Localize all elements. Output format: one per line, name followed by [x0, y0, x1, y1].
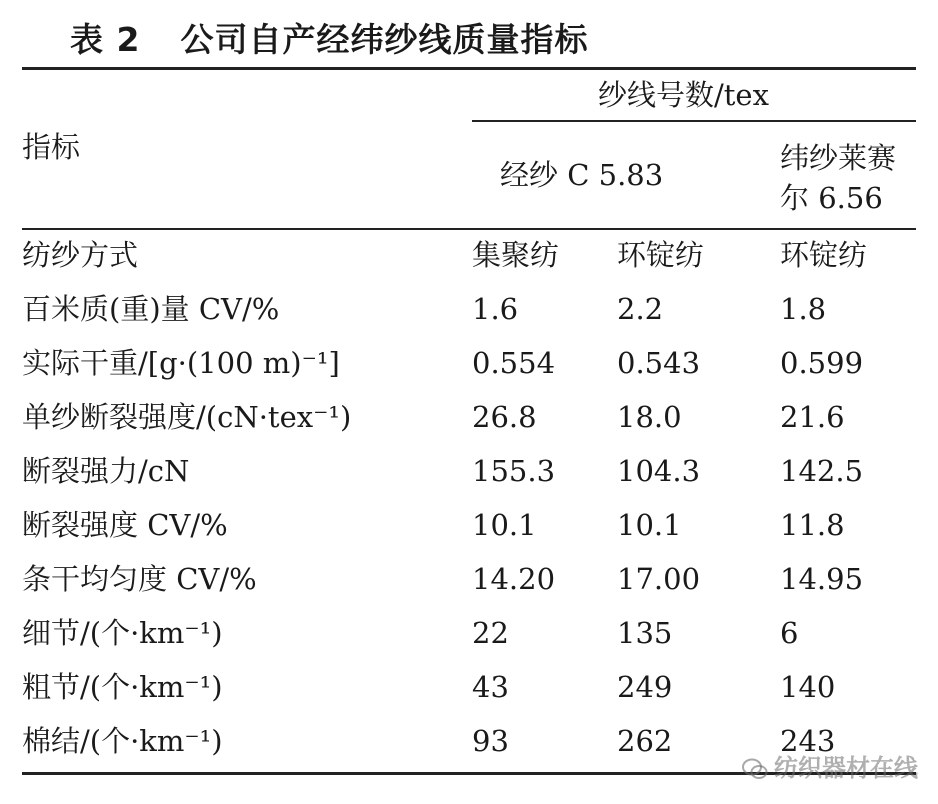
header-warp: 经纱 C 5.83 [500, 158, 664, 192]
cell-warp-ring: 249 [617, 670, 673, 704]
cell-warp-ring: 18.0 [617, 400, 682, 434]
cell-warp-compact: 26.8 [472, 400, 537, 434]
watermark-text: 纺织器材在线 [774, 754, 918, 782]
header-weft-line2: 尔 6.56 [780, 181, 883, 215]
cell-warp-compact: 14.20 [472, 562, 556, 596]
row-label: 棉结/(个·km⁻¹) [22, 724, 223, 758]
row-label: 条干均匀度 CV/% [22, 562, 257, 596]
table-caption [70, 14, 588, 61]
row-label: 纺纱方式 [22, 238, 139, 272]
row-label: 单纱断裂强度/(cN·tex⁻¹) [22, 400, 352, 434]
cell-warp-compact: 22 [472, 616, 509, 650]
cell-weft-ring: 环锭纺 [780, 238, 868, 272]
cell-weft-ring: 142.5 [780, 454, 864, 488]
row-label: 实际干重/[g·(100 m)⁻¹] [22, 346, 340, 380]
cell-weft-ring: 6 [780, 616, 799, 650]
cell-warp-compact: 10.1 [472, 508, 537, 542]
row-label: 细节/(个·km⁻¹) [22, 616, 223, 650]
cell-weft-ring: 11.8 [780, 508, 845, 542]
cell-weft-ring: 0.599 [780, 346, 864, 380]
header-weft [780, 138, 896, 218]
cell-warp-compact: 0.554 [472, 346, 556, 380]
cell-warp-compact: 集聚纺 [472, 238, 560, 272]
header-rule [22, 228, 916, 230]
cell-warp-ring: 262 [617, 724, 673, 758]
cell-warp-ring: 环锭纺 [617, 238, 705, 272]
cell-warp-ring: 2.2 [617, 292, 664, 326]
row-label: 断裂强力/cN [22, 454, 190, 488]
cell-warp-ring: 104.3 [617, 454, 701, 488]
header-indicator: 指标 [22, 130, 81, 164]
cell-warp-ring: 10.1 [617, 508, 682, 542]
cell-warp-compact: 1.6 [472, 292, 519, 326]
cell-warp-ring: 17.00 [617, 562, 701, 596]
cell-warp-compact: 93 [472, 724, 509, 758]
header-yarn-count: 纱线号数/tex [598, 78, 769, 112]
cell-weft-ring: 21.6 [780, 400, 845, 434]
top-rule [22, 67, 916, 70]
table-number: 表 2 [70, 20, 141, 59]
cell-weft-ring: 14.95 [780, 562, 864, 596]
group-rule [472, 120, 916, 122]
watermark [742, 748, 918, 783]
cell-weft-ring: 243 [780, 724, 836, 758]
cell-warp-compact: 155.3 [472, 454, 556, 488]
cell-warp-ring: 135 [617, 616, 673, 650]
cell-weft-ring: 140 [780, 670, 836, 704]
cell-weft-ring: 1.8 [780, 292, 827, 326]
table-title: 公司自产经纬纱线质量指标 [180, 20, 589, 59]
cell-warp-ring: 0.543 [617, 346, 701, 380]
row-label: 粗节/(个·km⁻¹) [22, 670, 223, 704]
cell-warp-compact: 43 [472, 670, 509, 704]
row-label: 断裂强度 CV/% [22, 508, 228, 542]
header-weft-line1: 纬纱莱赛 [780, 141, 897, 175]
row-label: 百米质(重)量 CV/% [22, 292, 280, 326]
wechat-icon [742, 758, 768, 780]
